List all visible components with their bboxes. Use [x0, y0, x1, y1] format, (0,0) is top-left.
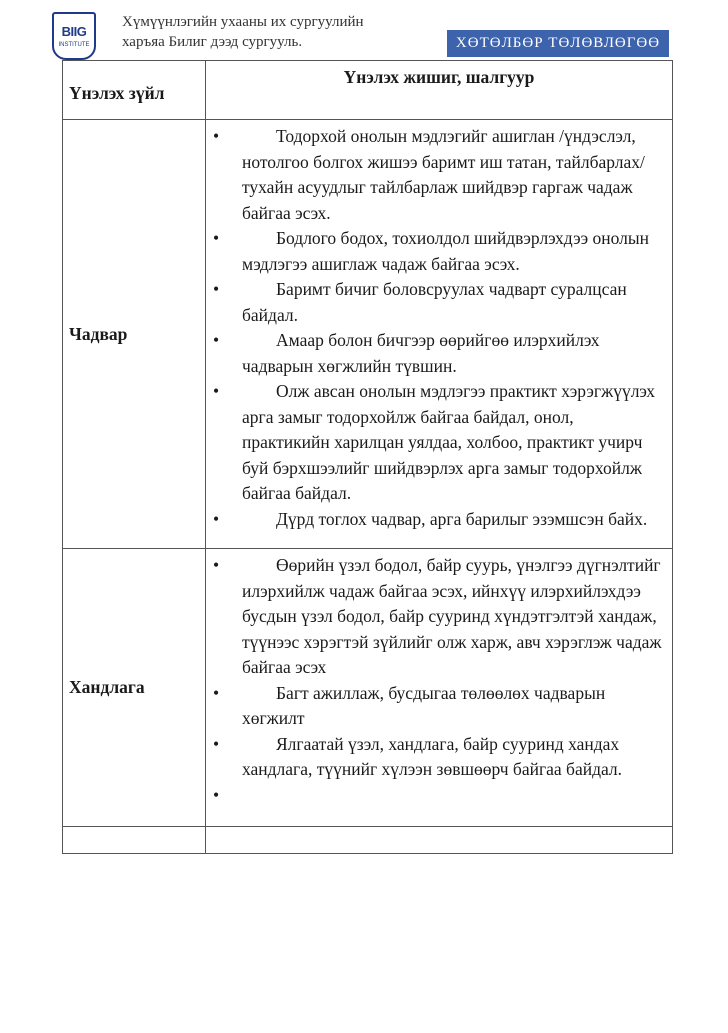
empty-table-row — [63, 827, 673, 854]
program-plan-badge: ХӨТӨЛБӨР ТӨЛӨВЛӨГӨӨ — [447, 30, 669, 57]
list-item — [206, 328, 672, 379]
criteria-list — [206, 124, 672, 532]
list-item — [206, 732, 672, 783]
criteria-cell — [206, 549, 673, 827]
assessment-table — [62, 60, 673, 854]
criteria-text: Өөрийн үзэл бодол, байр суурь, үнэлгээ дүгнэлтийг илэрхийлж чадаж байгаа эсэх, ийнхүү илэрхийлэхдээ бусдын үзэл бодол, байр сууринд хүндэтгэлтэй хандаж, түүнээс хэрэгтэй зүйлийг олж харж, авч хэрэглэж чадаж байгаа эсэх — [242, 555, 662, 677]
list-item — [206, 783, 672, 809]
criteria-list — [206, 553, 672, 808]
criteria-text — [242, 783, 664, 809]
institute-logo — [52, 12, 96, 60]
document-header — [0, 0, 728, 60]
list-item — [206, 277, 672, 328]
list-item — [206, 553, 672, 681]
institution-line-1: Хүмүүнлэгийн ухааны их сургуулийн — [122, 14, 364, 30]
bullet-glyph: • — [213, 682, 220, 703]
bullet-glyph: • — [213, 508, 220, 529]
table-row — [63, 549, 673, 827]
empty-cell — [206, 827, 673, 854]
criteria-text: Тодорхой онолын мэдлэгийг ашиглан /үндэслэл, нотолгоо болгох жишээ баримт иш татан, тайлбарлах/ тухайн асуудлыг тайлбарлаж шийдвэр гаргаж чадаж байгаа эсэх. — [242, 126, 645, 223]
col-header-criteria: Үнэлэх жишиг, шалгуур — [206, 61, 673, 120]
bullet-glyph: • — [213, 784, 220, 805]
criteria-text: Багт ажиллаж, бусдыгаа төлөөлөх чадварын хөгжилт — [242, 682, 606, 728]
list-item — [206, 124, 672, 226]
criteria-text: Дүрд тоглох чадвар, арга барилыг эзэмшсэн байх. — [276, 508, 648, 529]
criteria-cell — [206, 120, 673, 549]
criteria-text: Амаар болон бичгээр өөрийгөө илэрхийлэх чадварын хөгжлийн түвшин. — [242, 330, 600, 376]
bullet-glyph: • — [213, 555, 220, 575]
bullet-glyph: • — [213, 228, 220, 248]
institution-line-2: харъяа Билиг дээд сургууль. — [122, 34, 303, 50]
list-item — [206, 507, 672, 533]
list-item — [206, 681, 672, 732]
criteria-text: Олж авсан онолын мэдлэгээ практикт хэрэгжүүлэх арга замыг тодорхойлж байгаа байдал, онол, практикийн харилцан уялдаа, холбоо, практикт учирч буй бэрхшээлийг шийдвэрлэх арга замыг тодорхойлж байгаа байдал. — [242, 381, 656, 503]
row-label-attitude: Хандлага — [63, 549, 206, 827]
criteria-text: Ялгаатай үзэл, хандлага, байр сууринд хандах хандлага, түүнийг хүлээн зөвшөөрч байгаа байдал. — [242, 733, 623, 779]
bullet-glyph: • — [213, 126, 220, 146]
list-item — [206, 379, 672, 507]
bullet-glyph: • — [213, 381, 220, 401]
bullet-glyph: • — [213, 279, 220, 299]
bullet-glyph: • — [213, 733, 220, 754]
criteria-text: Бодлого бодох, тохиолдол шийдвэрлэхдээ онолын мэдлэгээ ашиглаж чадаж байгаа эсэх. — [242, 228, 649, 274]
row-label-skill: Чадвар — [63, 120, 206, 549]
table-row — [63, 120, 673, 549]
list-item — [206, 226, 672, 277]
empty-cell — [63, 827, 206, 854]
criteria-text: Баримт бичиг боловсруулах чадварт суралцсан байдал. — [242, 279, 627, 325]
logo-subtext: INSTITUTE — [58, 42, 90, 48]
logo-text: BIIG — [61, 24, 87, 39]
col-header-assessed-item: Үнэлэх зүйл — [63, 61, 206, 120]
table-header-row — [63, 61, 673, 120]
bullet-glyph: • — [213, 330, 220, 350]
